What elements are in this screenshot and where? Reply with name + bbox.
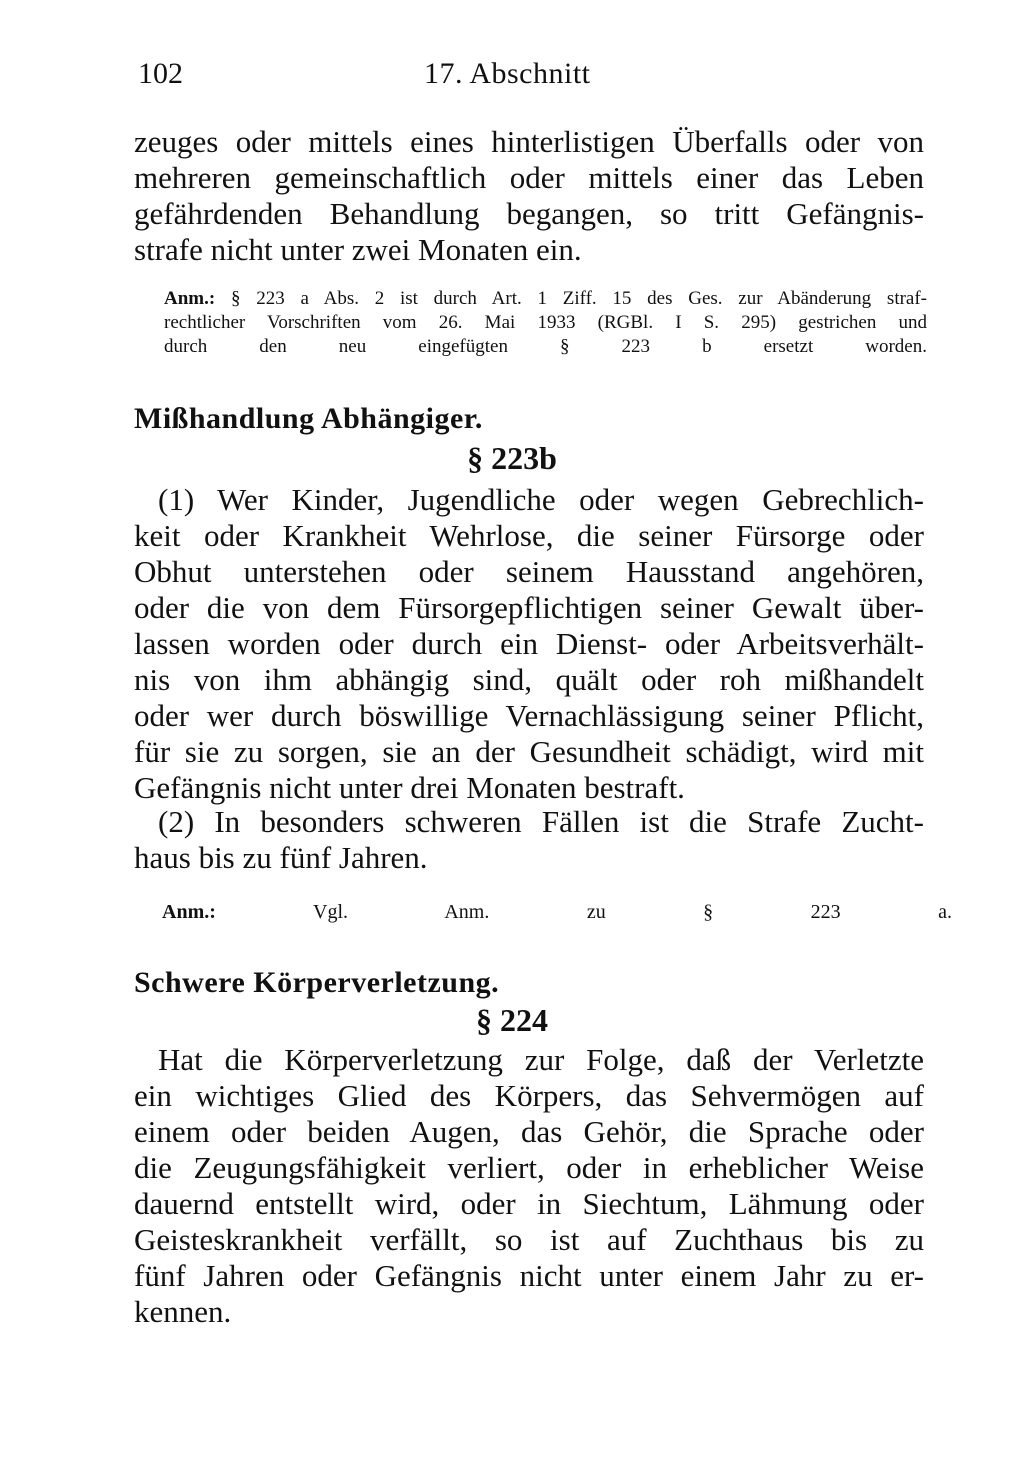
annotation-text: Vgl. Anm. zu § 223 a. — [313, 901, 952, 923]
section-number-224: § 224 — [476, 1002, 548, 1038]
text-line: dauernd entstellt wird, oder in Siechtum, Lähmung oder — [134, 1186, 924, 1221]
text-line: Geisteskrankheit verfällt, so ist auf Zuchthaus bis zu — [134, 1222, 924, 1257]
text-line: einem oder beiden Augen, das Gehör, die Sprache oder — [134, 1114, 924, 1149]
annotation-label: Anm.: — [164, 288, 216, 309]
text-line: fünf Jahren oder Gefängnis nicht unter einem Jahr zu er- — [134, 1258, 924, 1293]
annotation-line — [162, 900, 952, 924]
text-line: (1) Wer Kinder, Jugendliche oder wegen Gebrechlich- — [158, 482, 924, 517]
text-line: oder die von dem Fürsorgepflichtigen seiner Gewalt über- — [134, 590, 924, 625]
section-number-223b: § 223b — [467, 440, 557, 476]
text-line: Hat die Körperverletzung zur Folge, daß der Verletzte — [158, 1042, 924, 1077]
section-heading-223b: Mißhandlung Abhängiger. — [134, 402, 483, 435]
text-line: zeuges oder mittels eines hinterlistigen Überfalls oder von — [134, 124, 924, 159]
text-line: oder wer durch böswillige Vernachlässigung seiner Pflicht, — [134, 698, 924, 733]
text-line: keit oder Krankheit Wehrlose, die seiner Fürsorge oder — [134, 518, 924, 553]
page-number: 102 — [138, 57, 183, 90]
annotation-line: rechtlicher Vorschriften vom 26. Mai 1933 (RGBl. I S. 295) gestrichen und — [164, 312, 927, 333]
paragraph-224 — [134, 1042, 924, 1330]
annotation-223b — [162, 900, 952, 924]
annotation-text: § 223 a Abs. 2 ist durch Art. 1 Ziff. 15 des Ges. zur Abänderung straf- — [230, 288, 928, 309]
text-line: gefährdenden Behandlung begangen, so tritt Gefängnis- — [134, 196, 924, 231]
text-line: ein wichtiges Glied des Körpers, das Sehvermögen auf — [134, 1078, 924, 1113]
running-head: 17. Abschnitt — [424, 57, 591, 90]
paragraph-223b-2 — [134, 804, 924, 876]
section-heading-224: Schwere Körperverletzung. — [134, 966, 500, 999]
annotation-223a — [164, 287, 927, 359]
text-line: nis von ihm abhängig sind, quält oder roh mißhandelt — [134, 662, 924, 697]
annotation-line: durch den neu eingefügten § 223 b ersetzt worden. — [164, 336, 927, 357]
text-line: strafe nicht unter zwei Monaten ein. — [134, 232, 582, 267]
text-line: Obhut unterstehen oder seinem Hausstand angehören, — [134, 554, 924, 589]
text-line: lassen worden oder durch ein Dienst- oder Arbeitsverhält- — [134, 626, 924, 661]
paragraph-223b-1 — [134, 482, 924, 806]
text-line: (2) In besonders schweren Fällen ist die Strafe Zucht- — [158, 804, 924, 839]
text-line: Gefängnis nicht unter drei Monaten bestraft. — [134, 770, 685, 805]
text-line: haus bis zu fünf Jahren. — [134, 840, 428, 875]
text-line: die Zeugungsfähigkeit verliert, oder in erheblicher Weise — [134, 1150, 924, 1185]
annotation-label: Anm.: — [162, 901, 216, 923]
text-line: für sie zu sorgen, sie an der Gesundheit schädigt, wird mit — [134, 734, 924, 769]
page-header — [134, 54, 924, 94]
text-line: mehreren gemeinschaftlich oder mittels einer das Leben — [134, 160, 924, 195]
annotation-line — [164, 287, 927, 311]
intro-paragraph — [134, 124, 924, 268]
text-line: kennen. — [134, 1294, 232, 1329]
